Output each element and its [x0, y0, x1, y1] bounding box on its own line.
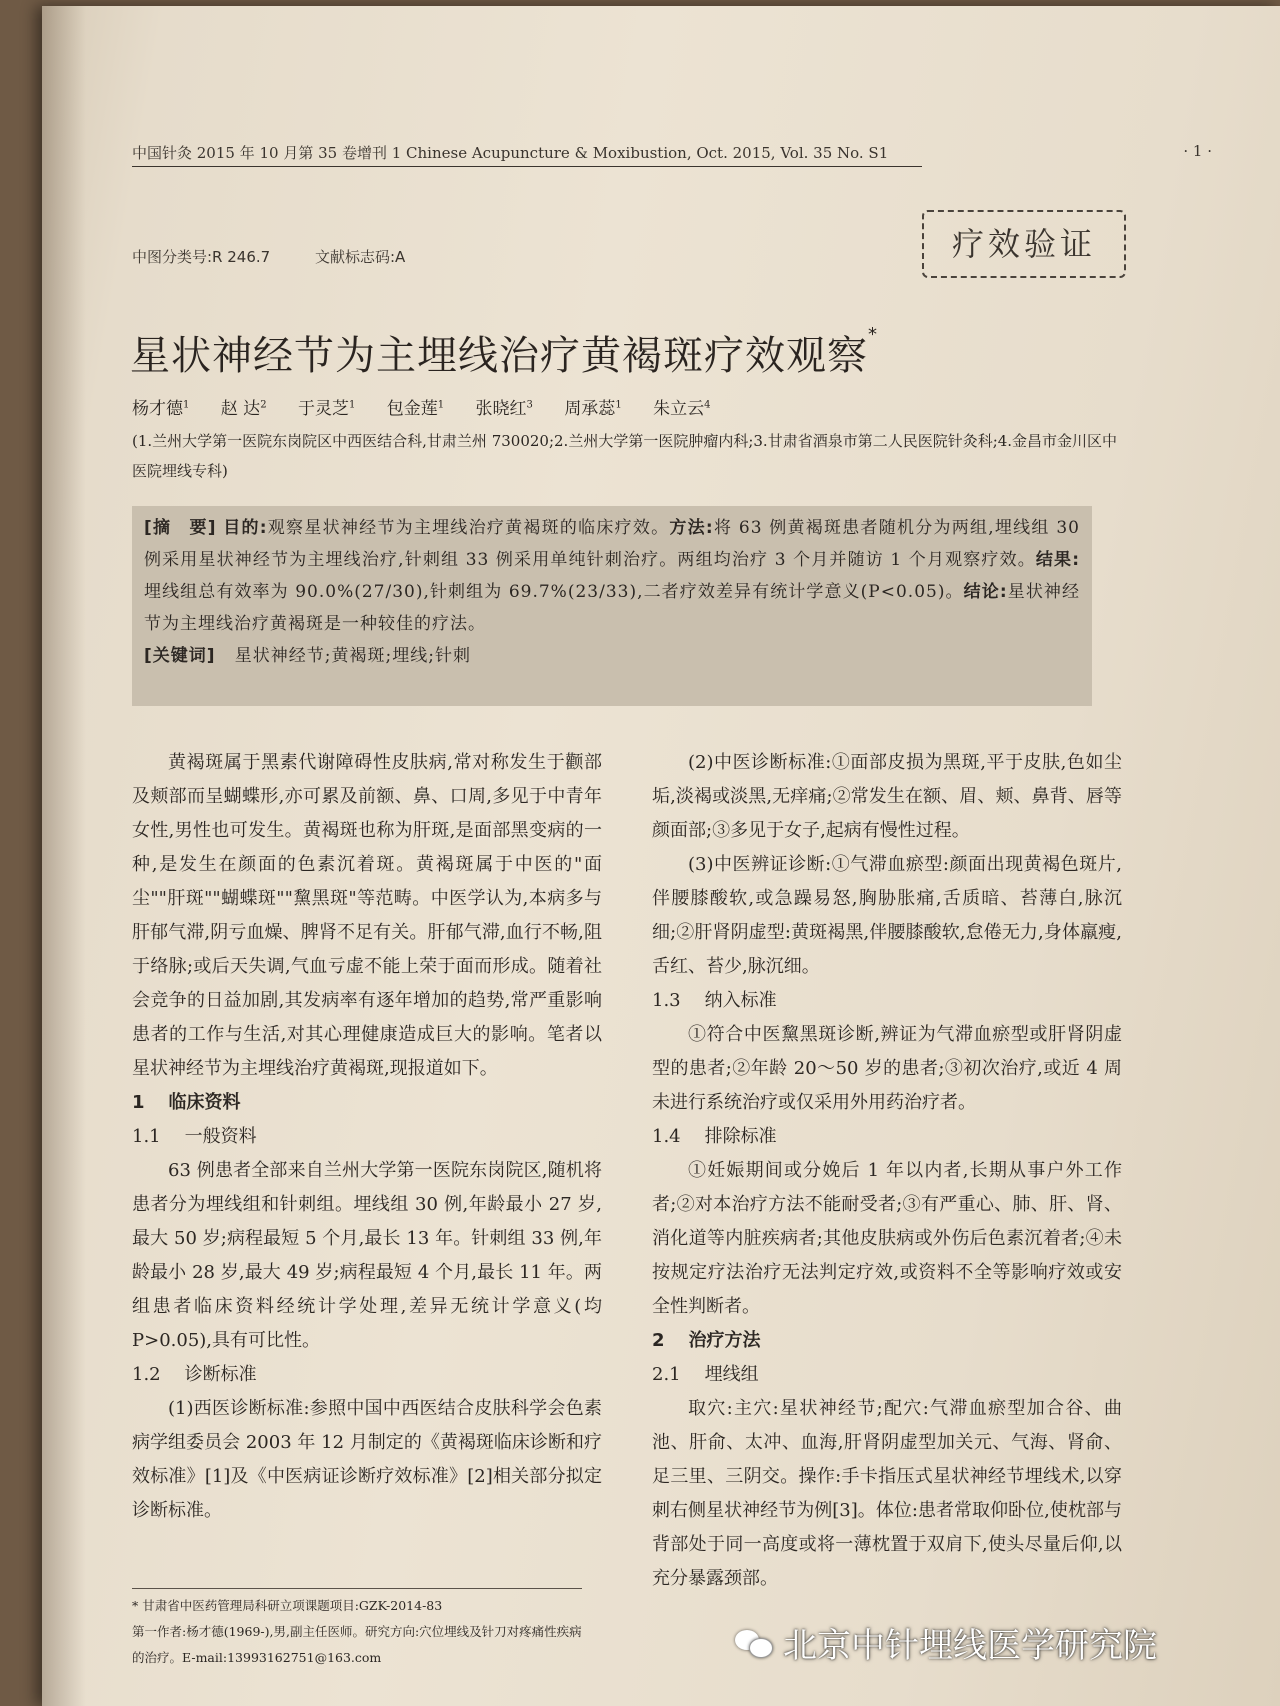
- section-heading: 2 治疗方法: [652, 1330, 761, 1351]
- author: 周承蕊$^1$: [564, 399, 622, 419]
- abstract-box: [132, 506, 1092, 706]
- subsection-heading: 1.2 诊断标准: [132, 1364, 257, 1385]
- conclusion-label: 结论:: [963, 582, 1008, 602]
- subsection-heading: 1.4 排除标准: [652, 1126, 777, 1147]
- section-heading: 1 临床资料: [132, 1092, 241, 1113]
- paragraph: 取穴:主穴:星状神经节;配穴:气滞血瘀型加合谷、曲池、肝俞、太冲、血海,肝肾阴虚型加关元、气海、肾俞、足三里、三阴交。操作:手卡指压式星状神经节埋线术,以穿刺右侧星状神经节为例[3]。体位:患者常取仰卧位,使枕部与背部处于同一高度或将一薄枕置于双肩下,使头尽量后仰,以充分暴露颈部。: [652, 1398, 1122, 1589]
- subsection-heading: 1.1 一般资料: [132, 1126, 257, 1147]
- keywords-text: 星状神经节;黄褐斑;埋线;针刺: [234, 646, 471, 666]
- header-page-number: · 1 ·: [1183, 142, 1212, 160]
- watermark-text: 北京中针埋线医学研究院: [783, 1626, 1157, 1666]
- wechat-icon: [735, 1628, 773, 1658]
- paragraph: (1)西医诊断标准:参照中国中西医结合皮肤科学会色素病学组委员会 2003 年 12 月制定的《黄褐斑临床诊断和疗效标准》[1]及《中医病证诊断疗效标准》[2]相关部分拟定诊断标准。: [132, 1398, 602, 1521]
- article-meta: [132, 246, 445, 267]
- author-note: 第一作者:杨才德(1969-),男,副主任医师。研究方向:穴位埋线及针刀对疼痛性疾病的治疗。E-mail:13993162751@163.com: [132, 1624, 582, 1665]
- right-column: [652, 746, 1122, 1596]
- document-code: 文献标志码:A: [314, 248, 406, 266]
- paragraph: ①妊娠期间或分娩后 1 年以内者,长期从事户外工作者;②对本治疗方法不能耐受者;③有严重心、肺、肝、肾、消化道等内脏疾病者;其他皮肤病或外伤后色素沉着者;④未按规定疗法治疗无法判定疗效,或资料不全等影响疗效或安全性判断者。: [652, 1160, 1122, 1317]
- intro-paragraph: 黄褐斑属于黑素代谢障碍性皮肤病,常对称发生于颧部及颊部而呈蝴蝶形,亦可累及前额、鼻、口周,多见于中青年女性,男性也可发生。黄褐斑也称为肝斑,是面部黑变病的一种,是发生在颜面的色素沉着斑。黄褐斑属于中医的"面尘""肝斑""蝴蝶斑""黧黑斑"等范畴。中医学认为,本病多与肝郁气滞,阴亏血燥、脾肾不足有关。肝郁气滞,血行不畅,阻于络脉;或后天失调,气血亏虚不能上荣于面而形成。随着社会竞争的日益加剧,其发病率有逐年增加的趋势,常严重影响患者的工作与生活,对其心理健康造成巨大的影响。笔者以星状神经节为主埋线治疗黄褐斑,现报道如下。: [132, 752, 602, 1079]
- author: 杨才德$^1$: [132, 399, 190, 419]
- keywords-label: [关键词]: [144, 646, 216, 666]
- column-stamp: 疗效验证: [922, 210, 1126, 278]
- title-footnote-mark: *: [868, 324, 878, 345]
- objective-label: 目的:: [223, 518, 268, 538]
- affiliations: (1.兰州大学第一医院东岗院区中西医结合科,甘肃兰州 730020;2.兰州大学第一医院肿瘤内科;3.甘肃省酒泉市第二人民医院针灸科;4.金昌市金川区中医院埋线专科): [132, 432, 1118, 480]
- running-header: [132, 142, 1212, 168]
- result-text: 埋线组总有效率为 90.0%(27/30),针刺组为 69.7%(23/33),二者疗效差异有统计学意义(P<0.05)。: [144, 582, 964, 602]
- article-title-text: 星状神经节为主埋线治疗黄褐斑疗效观察: [130, 333, 868, 379]
- classification-number: 中图分类号:R 246.7: [132, 248, 271, 266]
- author: 包金莲$^1$: [386, 399, 445, 419]
- paragraph: 63 例患者全部来自兰州大学第一医院东岗院区,随机将患者分为埋线组和针刺组。埋线组 30 例,年龄最小 27 岁,最大 50 岁;病程最短 5 个月,最长 13 年。针刺组 33 例,年龄最小 28 岁,最大 49 岁;病程最短 4 个月,最长 11 年。两组患者临床资料经统计学处理,差异无统计学意义(均 P>0.05),具有可比性。: [132, 1160, 602, 1351]
- header-journal-info: 中国针灸 2015 年 10 月第 35 卷增刊 1 Chinese Acupuncture & Moxibustion, Oct. 2015, Vol. 35 No. S1: [132, 142, 922, 167]
- left-column: [132, 746, 602, 1528]
- author-list: [132, 394, 736, 419]
- author: 朱立云$^4$: [653, 399, 711, 419]
- journal-page: [42, 6, 1280, 1706]
- abstract-label: [摘 要]: [144, 518, 217, 538]
- watermark: [735, 1618, 1157, 1667]
- author: 于灵芝$^1$: [297, 399, 356, 419]
- paragraph: (2)中医诊断标准:①面部皮损为黑斑,平于皮肤,色如尘垢,淡褐或淡黑,无痒痛;②常发生在额、眉、颊、鼻背、唇等颜面部;③多见于女子,起病有慢性过程。: [652, 752, 1122, 841]
- subsection-heading: 1.3 纳入标准: [652, 990, 777, 1011]
- article-title: [130, 324, 878, 381]
- footnote: [132, 1588, 582, 1671]
- conclusion-text: 星状神经节为主埋线治疗黄褐斑是一种较佳的疗法。: [144, 582, 1081, 634]
- method-label: 方法:: [669, 518, 714, 538]
- subsection-heading: 2.1 埋线组: [652, 1364, 759, 1385]
- author: 赵 达$^2$: [220, 399, 267, 419]
- result-label: 结果:: [1035, 550, 1080, 570]
- method-text: 将 63 例黄褐斑患者随机分为两组,埋线组 30 例采用星状神经节为主埋线治疗,针刺组 33 例采用单纯针刺治疗。两组均治疗 3 个月并随访 1 个月观察疗效。: [144, 518, 1080, 570]
- author: 张晓红$^3$: [475, 399, 533, 419]
- objective-text: 观察星状神经节为主埋线治疗黄褐斑的临床疗效。: [267, 518, 670, 538]
- paragraph: (3)中医辨证诊断:①气滞血瘀型:颜面出现黄褐色斑片,伴腰膝酸软,或急躁易怒,胸胁胀痛,舌质暗、苔薄白,脉沉细;②肝肾阴虚型:黄斑褐黑,伴腰膝酸软,怠倦无力,身体羸瘦,舌红、苔少,脉沉细。: [652, 854, 1122, 977]
- page-gutter-shadow: [42, 6, 86, 1706]
- funding-note: * 甘肃省中医药管理局科研立项课题项目:GZK-2014-83: [132, 1598, 443, 1613]
- paragraph: ①符合中医黧黑斑诊断,辨证为气滞血瘀型或肝肾阴虚型的患者;②年龄 20～50 岁的患者;③初次治疗,或近 4 周未进行系统治疗或仅采用外用药治疗者。: [652, 1024, 1122, 1113]
